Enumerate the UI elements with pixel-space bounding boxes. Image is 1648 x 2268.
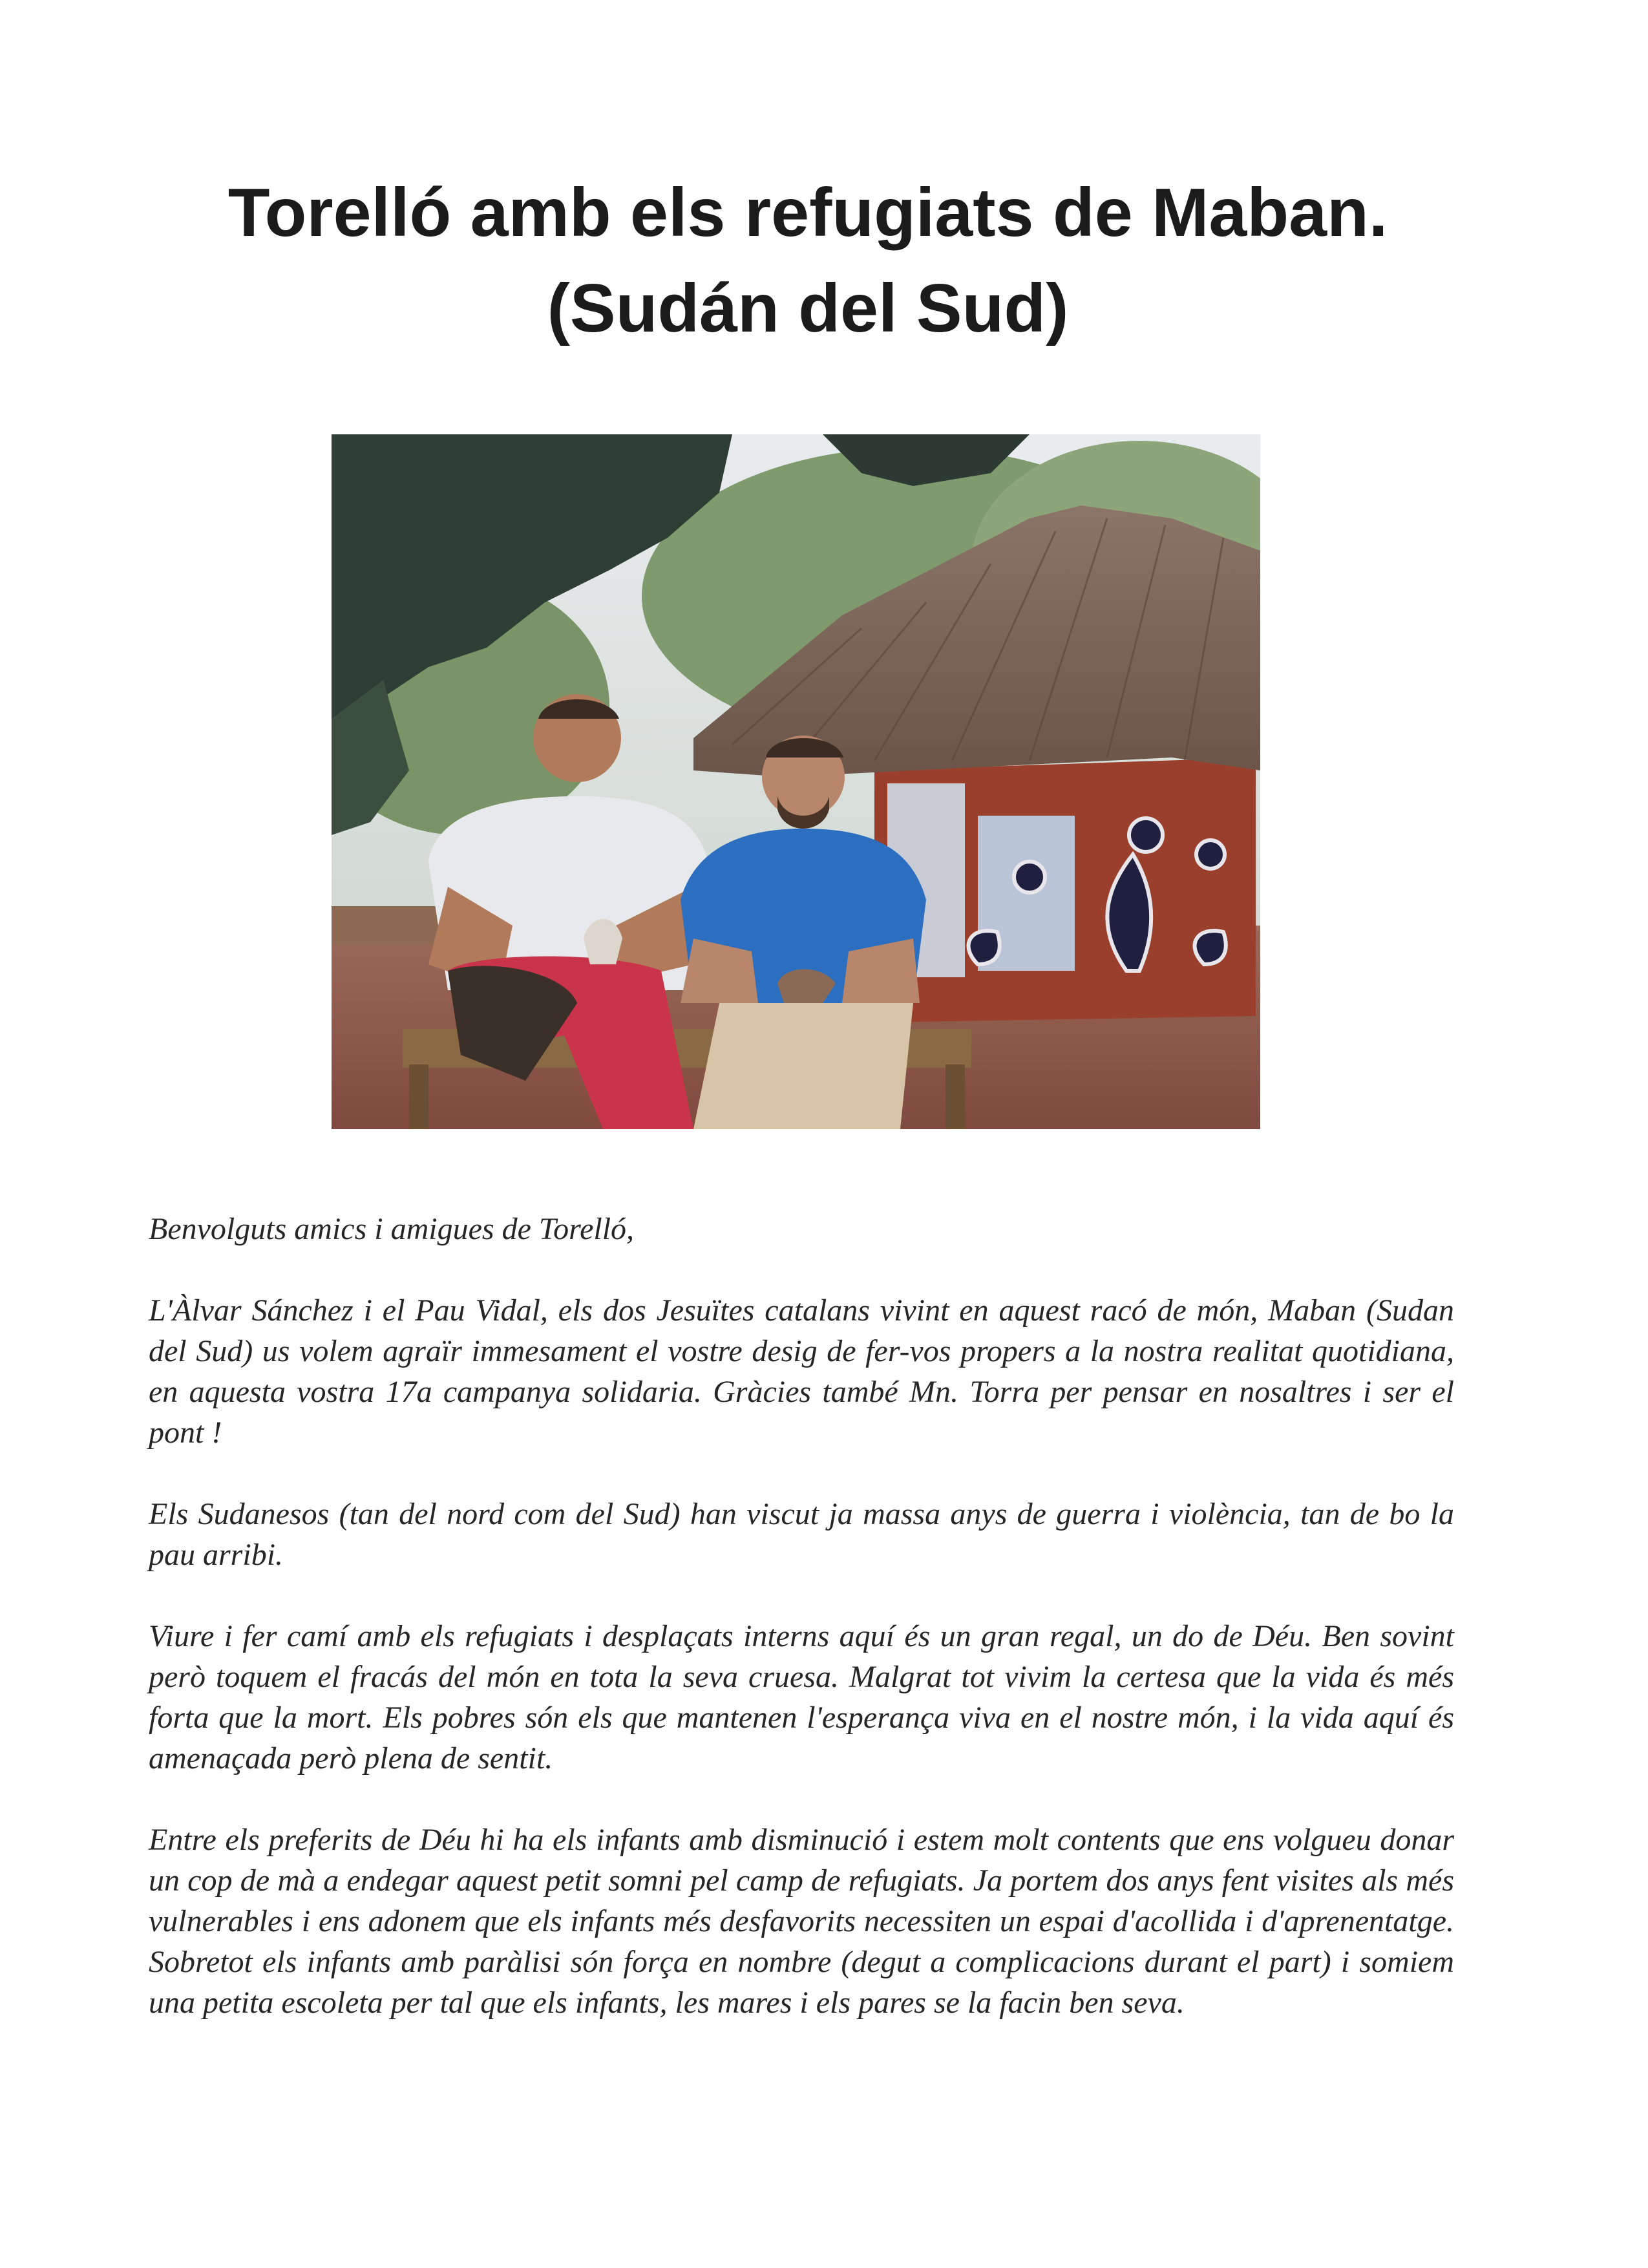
paragraph-2: Els Sudanesos (tan del nord com del Sud) han viscut ja massa anys de guerra i violència, tan de bo la pau arribi. <box>149 1497 1454 1572</box>
title-line-2: (Sudán del Sud) <box>547 270 1069 346</box>
paragraph-4: Entre els preferits de Déu hi ha els infants amb disminució i estem molt contents que ens volgueu donar un cop de mà a endegar aquest petit somni pel camp de refugiats. Ja portem dos anys fent visites als més vulnerables i ens adonem que els infants més desfavorits necessiten un espai d'acollida i d'aprenentatge. Sobretot els infants amb paràlisi són força en nombre (degut a complicacions durant el part) i somiem una petita escoleta per tal que els infants, les mares i els pares se la facin ben seva. <box>149 1823 1454 2020</box>
paragraph-3: Viure i fer camí amb els refugiats i desplaçats interns aquí és un gran regal, un do de Déu. Ben sovint però toquem el fracás del món en tota la seva cruesa. Malgrat tot vivim la certesa que la vida és més forta que la mort. Els pobres són els que mantenen l'esperança viva en el nostre món, i la vida aquí és amenaçada però plena de sentit. <box>149 1619 1454 1775</box>
page-title <box>97 165 1519 356</box>
title-line-1: Torelló amb els refugiats de Maban. <box>227 175 1388 251</box>
photo-two-men-with-kittens <box>332 434 1260 1129</box>
photo-illustration <box>332 434 1260 1129</box>
paragraph-1: L'Àlvar Sánchez i el Pau Vidal, els dos Jesuïtes catalans vivint en aquest racó de món, Maban (Sudan del Sud) us volem agraïr immesament el vostre desig de fer-vos propers a la nostra realitat quotidiana, en aquesta vostra 17a campanya solidaria. Gràcies també Mn. Torra per pensar en nosaltres i ser el pont ! <box>149 1293 1454 1450</box>
letter-body <box>149 1209 1454 2064</box>
letter-greeting: Benvolguts amics i amigues de Torelló, <box>149 1212 635 1246</box>
